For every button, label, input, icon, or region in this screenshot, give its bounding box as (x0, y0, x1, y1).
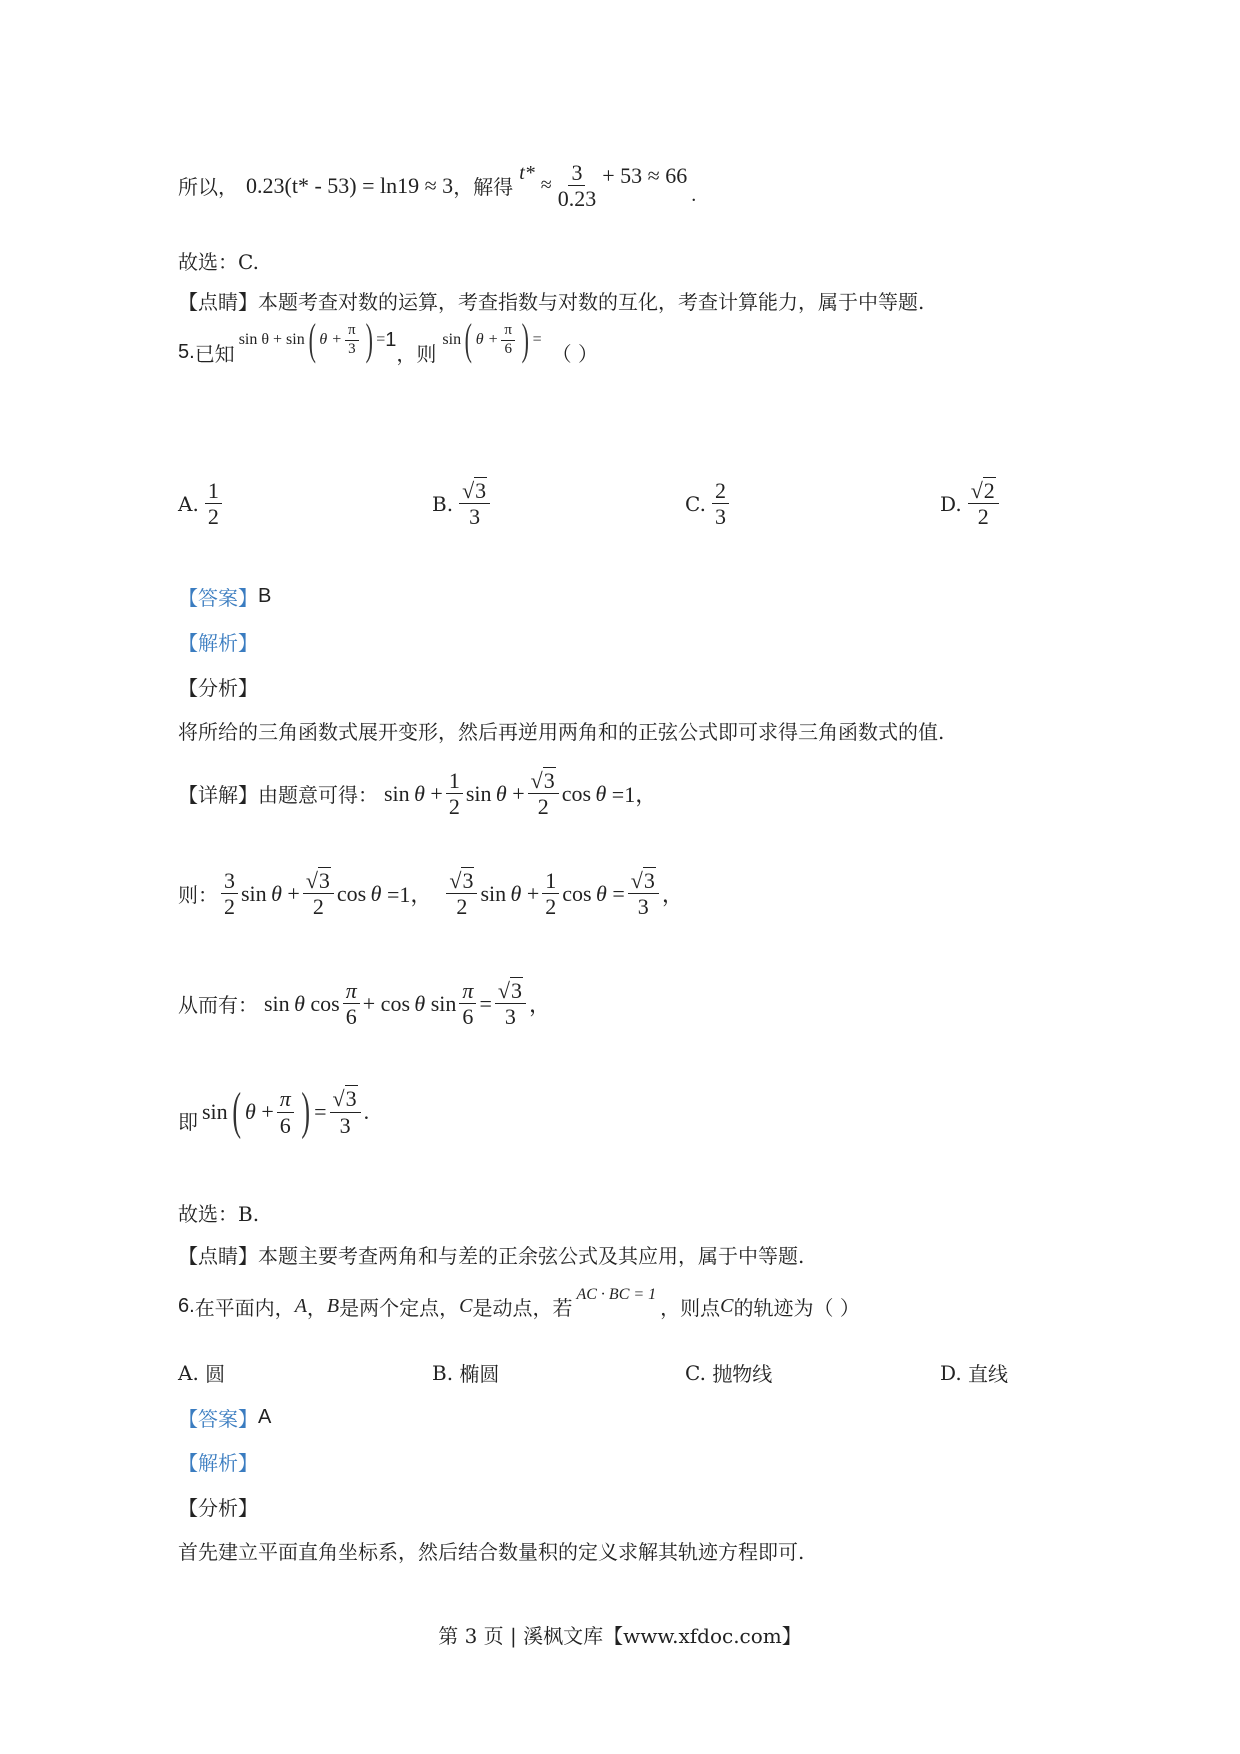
q-text: 是动点，若 (472, 1296, 573, 1320)
numerator: 3 (568, 160, 585, 186)
period: . (691, 184, 697, 207)
answer-tag: 【答案】 (178, 586, 258, 610)
radicand: 2 (983, 478, 995, 503)
option-fraction (205, 478, 222, 530)
denominator: 3 (348, 340, 356, 357)
comment-tag: 【点睛】 (178, 290, 258, 314)
option-text: 圆 (205, 1362, 226, 1386)
option-b (432, 1358, 499, 1387)
option-label: C. (685, 491, 706, 516)
detail-tag: 【详解】 (178, 783, 258, 808)
line-conclusion-4 (178, 160, 696, 212)
point-c: C (720, 1295, 734, 1317)
option-label: C. (685, 1360, 706, 1385)
expr-text: sin (442, 331, 462, 348)
then-label: 则： (178, 883, 218, 908)
option-label: D. (940, 491, 962, 516)
option-text: 直线 (968, 1362, 1009, 1386)
t-star: t* (519, 162, 535, 185)
theta-plus: θ + (319, 331, 343, 348)
expr-text: sin θ + sin (238, 331, 305, 348)
option-label: B. (432, 491, 454, 516)
math: sin ( θ + $\frac{\pi}{6}$ ) = $\frac{√3}{3}$ . (202, 1083, 370, 1140)
option-label: A. (178, 491, 199, 516)
denominator: 3 (469, 504, 481, 530)
equals: = (532, 331, 542, 348)
fenxi-text-q5: 将所给的三角函数式展开变形，然后再逆用两角和的正弦公式即可求得三角函数式的值. (178, 720, 945, 744)
fenxi-text-q6: 首先建立平面直角坐标系，然后结合数量积的定义求解其轨迹方程即可. (178, 1540, 805, 1564)
point-b: B (326, 1295, 340, 1317)
comment-tag: 【点睛】 (178, 1244, 258, 1268)
q-text: 是两个定点， (339, 1296, 460, 1320)
answer-q6 (178, 1403, 271, 1432)
option-a (178, 1358, 225, 1387)
option-label: B. (432, 1360, 454, 1385)
left-paren: ( (464, 315, 473, 364)
question-number: 5. (178, 340, 195, 363)
option-text: 抛物线 (712, 1362, 773, 1386)
answer-tag: 【答案】 (178, 1407, 258, 1431)
question-lead: 已知 (194, 341, 235, 366)
from-label: 从而有： (178, 993, 258, 1018)
option-d (940, 1358, 1008, 1387)
q-text: 的轨迹为（ ） (733, 1296, 860, 1320)
fenxi-tag-q5: 【分析】 (178, 676, 258, 700)
fenxi-tag-q6: 【分析】 (178, 1496, 258, 1520)
comment-text: 本题主要考查两角和与差的正余弦公式及其应用，属于中等题. (258, 1244, 805, 1268)
option-b (432, 478, 493, 530)
denominator: 6 (504, 340, 512, 357)
option-text: 椭圆 (459, 1362, 500, 1386)
sep: ，则 (396, 341, 437, 366)
equals: = (376, 331, 386, 348)
option-label: D. (940, 1360, 962, 1385)
numerator: √3 (459, 478, 490, 504)
radicand: 3 (475, 478, 487, 503)
denominator: 3 (714, 504, 726, 530)
ji-label: 即 (178, 1109, 198, 1134)
detail-line-1 (178, 768, 657, 820)
detail-line-4 (178, 1083, 370, 1140)
right-paren: ) (365, 315, 373, 364)
answer-q5 (178, 582, 271, 611)
point-a: A (294, 1295, 307, 1317)
left-paren: ( (308, 315, 316, 364)
numerator: π (345, 322, 359, 340)
option-fraction (968, 478, 999, 530)
fraction-pi-over-3 (345, 322, 359, 358)
denominator: 2 (977, 504, 989, 530)
fraction-pi-over-6 (501, 322, 515, 358)
approx: ≈ (540, 174, 552, 197)
equation-tail: + 53 ≈ 66 (602, 162, 688, 188)
option-c (685, 1358, 772, 1387)
choice-q5: 故选：B. (178, 1202, 260, 1226)
numerator: 2 (712, 478, 729, 504)
option-a (178, 478, 225, 530)
option-d (940, 478, 1002, 530)
option-label: A. (178, 1360, 199, 1385)
comment-text: 本题考查对数的运算，考查指数与对数的互化，考查计算能力，属于中等题. (258, 290, 925, 314)
right-paren: ) (521, 315, 529, 364)
comment-q4 (178, 286, 924, 315)
analysis-tag-q6: 【解析】 (178, 1451, 258, 1475)
vector-condition: AC · BC = 1 (576, 1285, 657, 1303)
option-fraction (459, 478, 490, 530)
question-6 (178, 1285, 860, 1321)
comment-q5 (178, 1240, 804, 1269)
theta-plus: θ + (475, 331, 499, 348)
text: 所以， (178, 175, 238, 200)
answer-value: A (258, 1406, 272, 1428)
numerator: 1 (205, 478, 222, 504)
text: ，解得 (453, 175, 514, 200)
math: sin θ cos $\frac{\pi}{6}$ + cos θ sin $\frac{\pi}{6}$ = $\frac{√3}{3}$ ， (264, 978, 551, 1030)
choice-q4: 故选：C. (178, 250, 259, 274)
math: $\frac{3}{2}$ sin θ + $\frac{√3}{2}$ cos θ =1， $\frac{√3}{2}$ sin θ + $\frac{1}{2}$ cos θ = $\frac{√3}{3}$ ， (218, 868, 684, 920)
question-number: 6. (178, 1295, 195, 1317)
question-5 (178, 315, 599, 374)
fraction-3-over-0.23 (555, 160, 600, 212)
answer-value: B (258, 585, 272, 607)
denominator: 2 (207, 504, 219, 530)
expr-sin-theta-sin (238, 315, 386, 364)
option-fraction (712, 478, 729, 530)
page-footer: 第 3 页 | 溪枫文库【www.xfdoc.com】 (438, 1624, 802, 1648)
q-text: ， (306, 1296, 327, 1320)
detail-lead: 由题意可得： (258, 783, 378, 808)
one: 1 (385, 328, 397, 351)
numerator: √2 (968, 478, 999, 504)
analysis-tag-q5: 【解析】 (178, 631, 258, 655)
detail-line-2 (178, 868, 684, 920)
q-text: 在平面内， (194, 1296, 295, 1320)
blank-paren: （ ） (551, 341, 599, 366)
q-text: ，则点 (660, 1296, 721, 1320)
point-c: C (459, 1295, 473, 1317)
equation-ln19: 0.23(t* - 53) = ln19 ≈ 3 (246, 172, 454, 198)
numerator: π (501, 322, 515, 340)
option-c (685, 478, 732, 530)
math: sin θ + $\frac{1}{2}$ sin θ + $\frac{√3}{2}$ cos θ =1， (384, 768, 658, 820)
expr-sin-target (442, 315, 542, 364)
detail-line-3 (178, 978, 551, 1030)
denominator: 0.23 (557, 186, 597, 212)
